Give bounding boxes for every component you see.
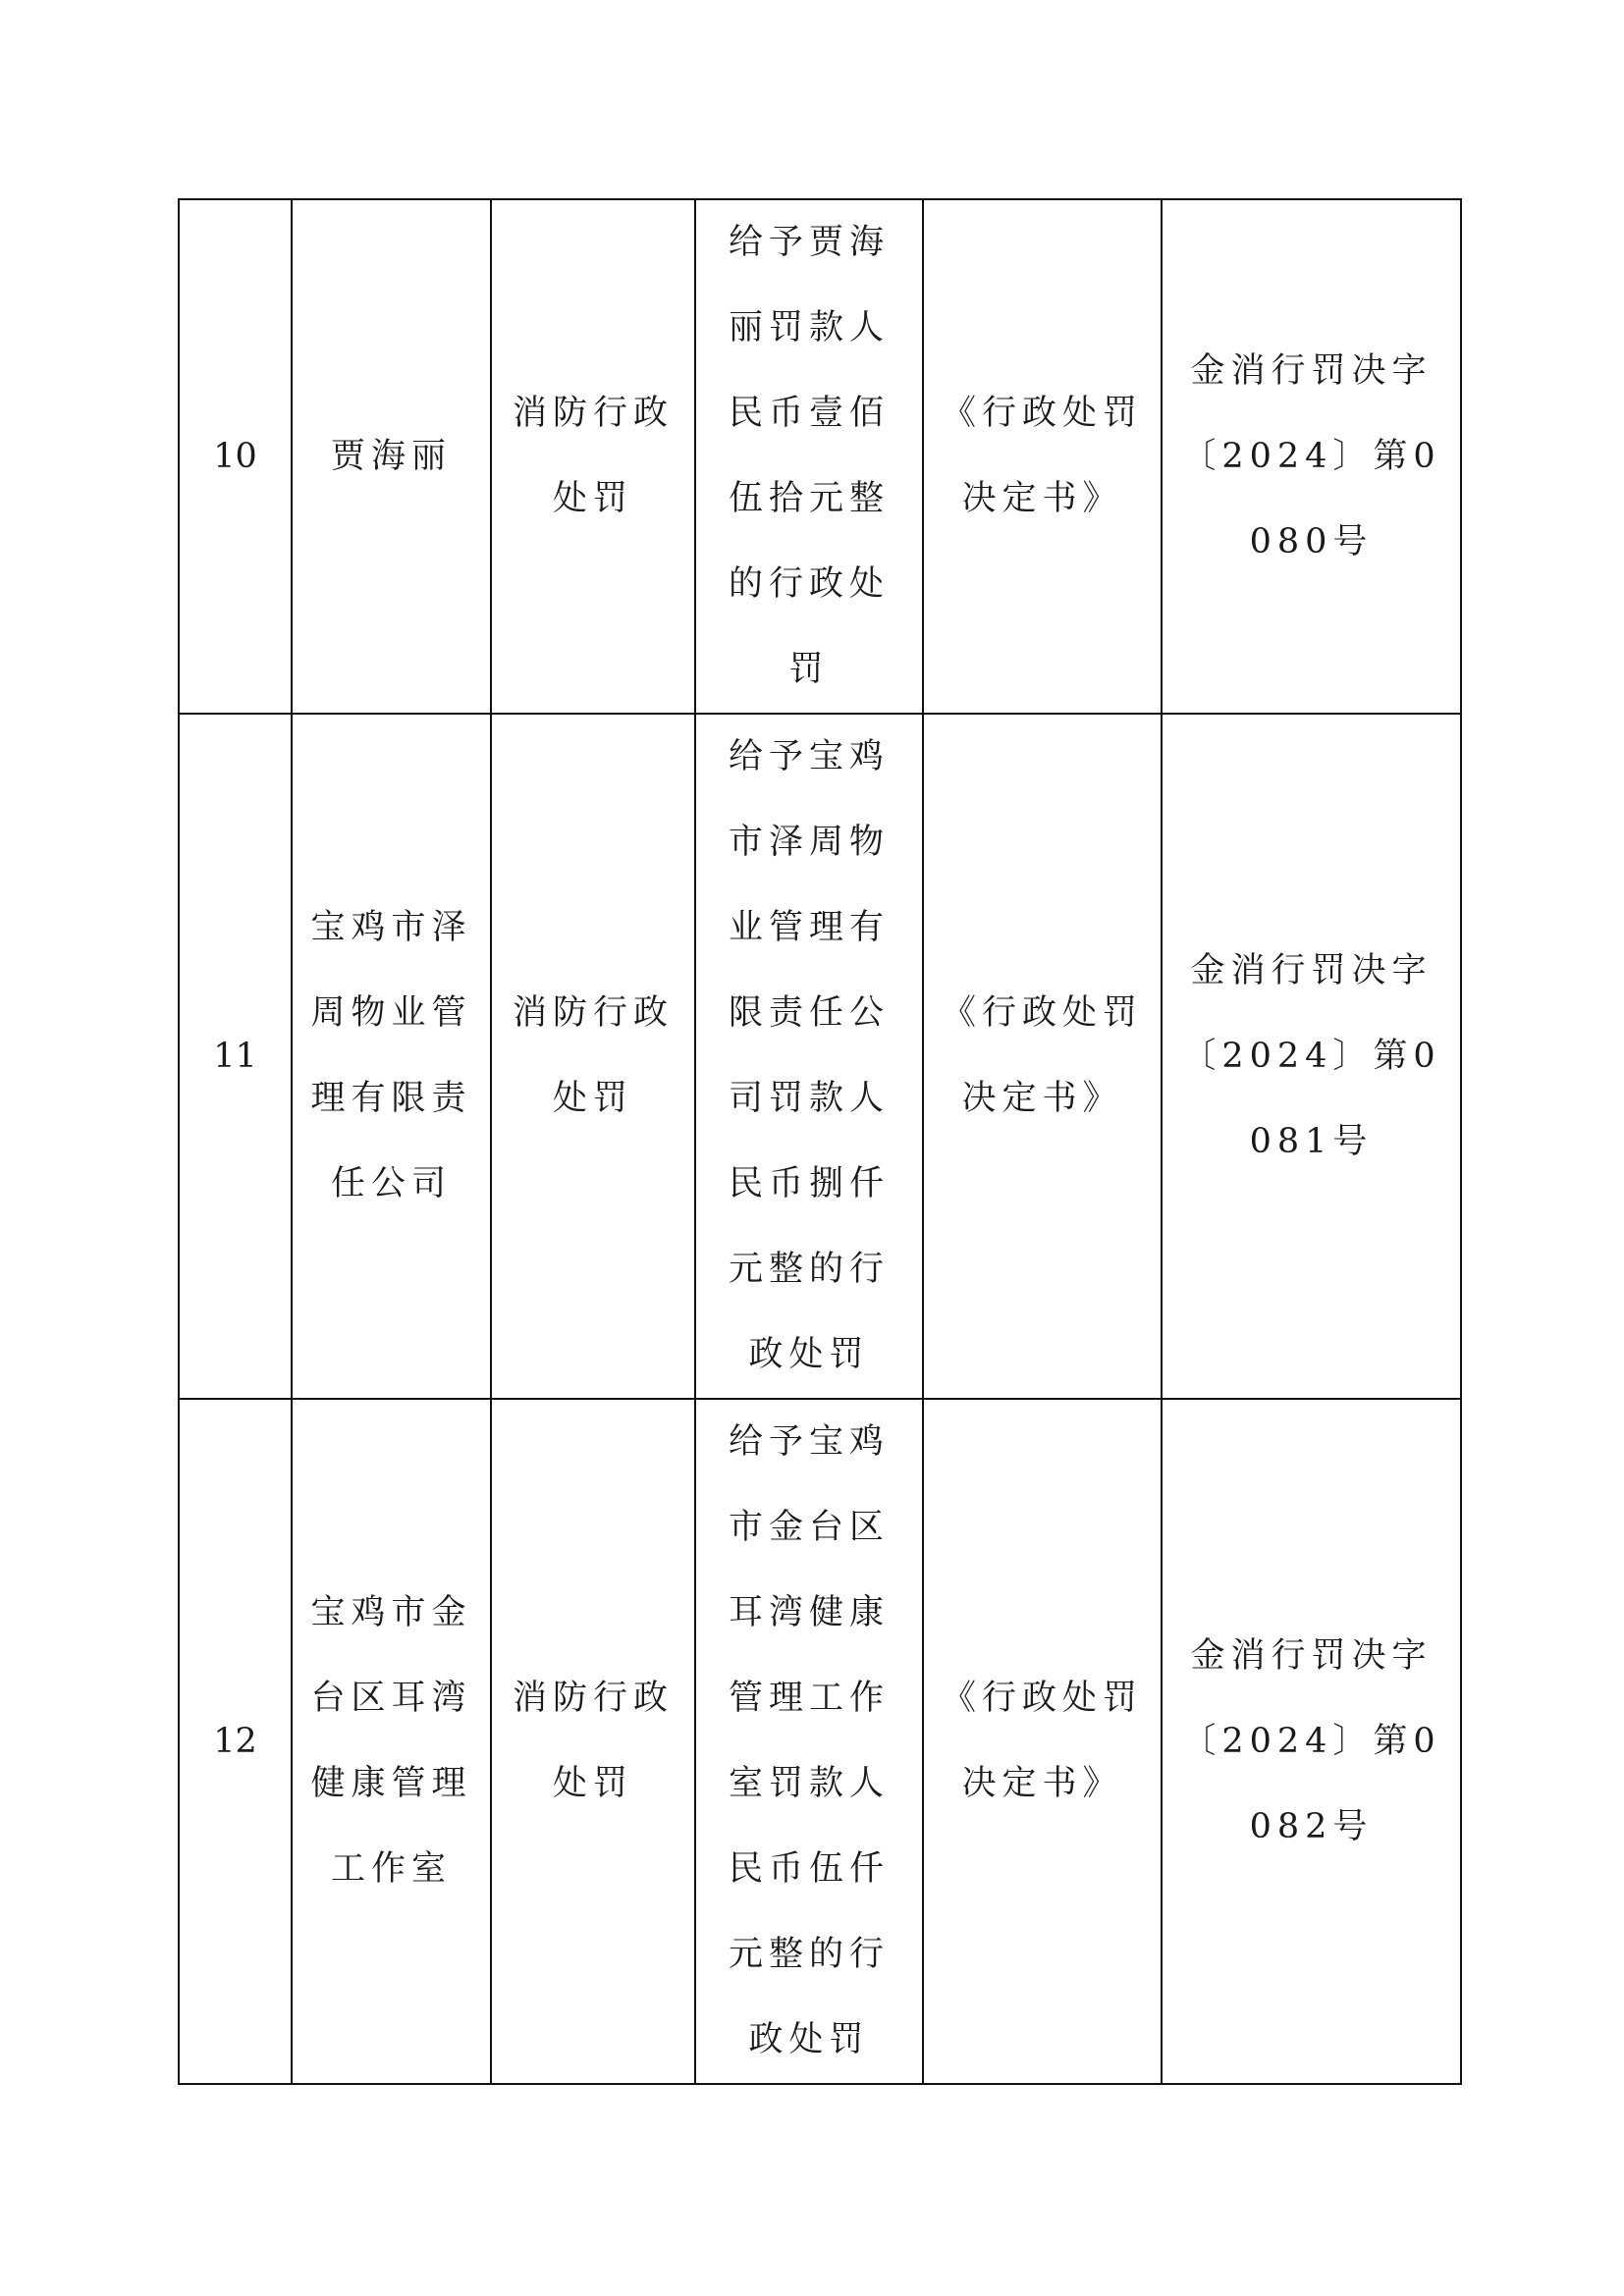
row-index: 12 [213, 1721, 257, 1761]
basis-cell [923, 199, 1162, 714]
basis-cell [923, 1399, 1162, 2084]
row-index-cell [179, 199, 292, 714]
doc-no-cell [1162, 199, 1461, 714]
party-cell [292, 199, 491, 714]
row-index: 10 [213, 436, 257, 476]
table-row [179, 1399, 1461, 2084]
penalty-content: 给予贾海丽罚款人民币壹佰伍拾元整的行政处罚 [728, 223, 890, 689]
row-index-cell [179, 1399, 292, 2084]
content-cell [695, 1399, 923, 2084]
content-cell [695, 714, 923, 1399]
category-cell [491, 714, 695, 1399]
table-row [179, 199, 1461, 714]
penalty-category: 消防行政处罚 [512, 1679, 674, 1803]
row-index-cell [179, 714, 292, 1399]
party-name: 宝鸡市金台区耳湾健康管理工作室 [310, 1593, 472, 1889]
document-number: 金消行罚决字〔2024〕第0080号 [1181, 350, 1441, 561]
decision-document: 《行政处罚决定书》 [941, 993, 1143, 1118]
penalty-content: 给予宝鸡市泽周物业管理有限责任公司罚款人民币捌仟元整的行政处罚 [728, 737, 890, 1374]
document-number: 金消行罚决字〔2024〕第0081号 [1181, 950, 1441, 1161]
decision-document: 《行政处罚决定书》 [941, 1679, 1143, 1803]
doc-no-cell [1162, 1399, 1461, 2084]
penalty-table [178, 198, 1462, 2085]
party-name: 贾海丽 [330, 436, 452, 476]
row-index: 11 [213, 1036, 257, 1076]
penalty-category: 消防行政处罚 [512, 394, 674, 518]
party-cell [292, 714, 491, 1399]
document-number: 金消行罚决字〔2024〕第0082号 [1181, 1635, 1441, 1846]
basis-cell [923, 714, 1162, 1399]
category-cell [491, 1399, 695, 2084]
category-cell [491, 199, 695, 714]
party-cell [292, 1399, 491, 2084]
table-row [179, 714, 1461, 1399]
decision-document: 《行政处罚决定书》 [941, 394, 1143, 518]
penalty-content: 给予宝鸡市金台区耳湾健康管理工作室罚款人民币伍仟元整的行政处罚 [728, 1422, 890, 2059]
content-cell [695, 199, 923, 714]
penalty-category: 消防行政处罚 [512, 993, 674, 1118]
doc-no-cell [1162, 714, 1461, 1399]
party-name: 宝鸡市泽周物业管理有限责任公司 [310, 908, 472, 1203]
